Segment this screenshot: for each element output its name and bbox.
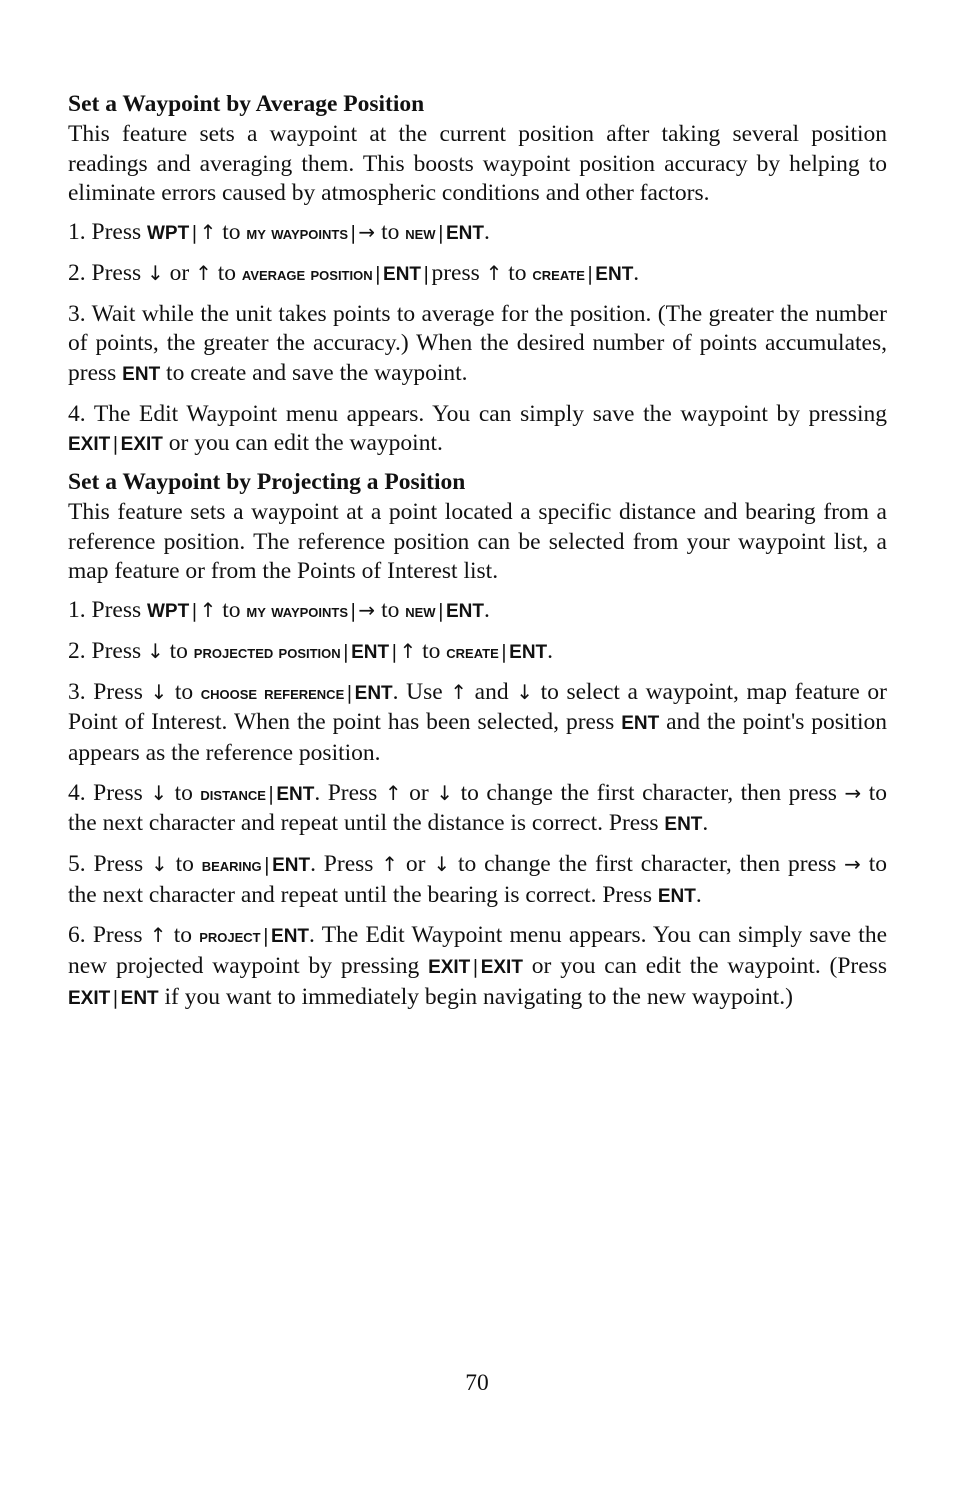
arrow-down-icon: ↓ [147, 638, 164, 663]
section-intro: This feature sets a waypoint at a point located a specific distance and bearing from a reference position. The reference position can be selected from your waypoint list, a map feature or from the Points of Interest list. [68, 499, 887, 585]
key-label: ENT [271, 926, 310, 948]
arrow-right-icon: → [844, 852, 861, 877]
key-label: WPT [147, 223, 190, 245]
key-label: ENT [509, 641, 548, 663]
key-label: ENT [272, 855, 311, 877]
menu-label: choose reference [200, 682, 345, 704]
menu-label: new [405, 223, 436, 245]
menu-label: create [532, 263, 585, 285]
key-label: ENT [122, 363, 161, 385]
arrow-down-icon: ↓ [150, 679, 168, 704]
key-label: ENT [276, 783, 315, 805]
key-label: ENT [621, 713, 660, 735]
page-content [68, 88, 887, 1024]
key-label: ENT [354, 682, 393, 704]
menu-label: project [199, 926, 261, 948]
menu-label: distance [200, 783, 266, 805]
arrow-down-icon: ↓ [147, 260, 164, 285]
key-label: ENT [595, 263, 634, 285]
key-label: ENT [657, 885, 696, 907]
arrow-down-icon: ↓ [436, 780, 454, 805]
key-label: ENT [351, 641, 390, 663]
menu-label: bearing [201, 855, 262, 877]
step-1: 1. Press WPT | ↑ to my waypoints | → to new | ENT. [68, 219, 490, 246]
arrow-up-icon: ↑ [399, 638, 417, 663]
step-5: 5. Press ↓ to bearing | ENT. Press ↑ or ↓ to change the first character, then press → to the next character and repeat until the bearing is correct. Press ENT. [68, 851, 888, 908]
arrow-up-icon: ↑ [485, 260, 503, 285]
step-2: 2. Press ↓ to projected position | ENT | ↑ to create | ENT. [68, 637, 554, 664]
menu-label: average position [241, 263, 373, 285]
arrow-up-icon: ↑ [381, 852, 399, 877]
arrow-up-icon: ↑ [195, 260, 212, 285]
menu-label: projected position [193, 641, 341, 663]
section-intro: This feature sets a waypoint at the current position after taking several position readings and averaging them. This boosts waypoint position accuracy by helping to eliminate errors caused by atmospheric conditions and other factors. [68, 121, 887, 207]
menu-label: my waypoints [246, 223, 349, 245]
step-4: 4. Press ↓ to distance | ENT. Press ↑ or ↓ to change the first character, then press → to the next character and repeat until the distance is correct. Press ENT. [68, 779, 888, 837]
arrow-down-icon: ↓ [150, 780, 168, 805]
arrow-up-icon: ↑ [199, 598, 217, 623]
step-6: 6. Press ↑ to project | ENT. The Edit Waypoint menu appears. You can simply save the new projected waypoint by pressing EXIT | EXIT or you can edit the waypoint. (Press EXIT | ENT if you want to immediately begin navigating to the new waypoint.) [68, 922, 887, 1010]
key-label: EXIT [428, 957, 471, 979]
arrow-right-icon: → [358, 220, 376, 245]
step-2: 2. Press ↓ or ↑ to average position | ENT |press ↑ to create | ENT. [68, 259, 640, 286]
page-number: 70 [465, 1370, 489, 1396]
step-4: 4. The Edit Waypoint menu appears. You can simply save the waypoint by pressing EXIT | EXIT or you can edit the waypoint. [68, 400, 887, 457]
key-label: ENT [445, 601, 484, 623]
key-label: ENT [120, 987, 159, 1009]
menu-label: new [405, 601, 436, 623]
arrow-right-icon: → [358, 598, 376, 623]
arrow-down-icon: ↓ [150, 852, 168, 877]
key-label: WPT [147, 601, 190, 623]
key-label: EXIT [120, 434, 163, 456]
key-label: EXIT [68, 987, 111, 1009]
menu-label: my waypoints [246, 601, 349, 623]
key-label: EXIT [68, 434, 111, 456]
arrow-right-icon: → [844, 780, 862, 805]
arrow-down-icon: ↓ [516, 679, 533, 704]
arrow-up-icon: ↑ [450, 679, 468, 704]
section-heading-average-position: Set a Waypoint by Average Position [68, 91, 425, 117]
step-1: 1. Press WPT | ↑ to my waypoints | → to new | ENT. [68, 597, 490, 624]
section-heading-projecting-position: Set a Waypoint by Projecting a Position [68, 469, 466, 496]
arrow-up-icon: ↑ [384, 780, 402, 805]
key-label: EXIT [480, 957, 523, 979]
key-label: ENT [383, 263, 422, 285]
arrow-down-icon: ↓ [433, 852, 451, 877]
step-3: 3. Wait while the unit takes points to average for the position. (The greater the number of points, the greater the accuracy.) When the desired number of points accumulates, press ENT to create and save the waypoint. [68, 300, 887, 386]
arrow-up-icon: ↑ [149, 923, 167, 948]
key-label: ENT [664, 814, 703, 836]
step-3: 3. Press ↓ to choose reference | ENT. Use ↑ and ↓ to select a waypoint, map feature or Point of Interest. When the point has been selected, press ENT and the point's position appears as the reference position. [68, 678, 888, 766]
menu-label: create [446, 641, 499, 663]
key-label: ENT [445, 223, 484, 245]
arrow-up-icon: ↑ [199, 220, 217, 245]
